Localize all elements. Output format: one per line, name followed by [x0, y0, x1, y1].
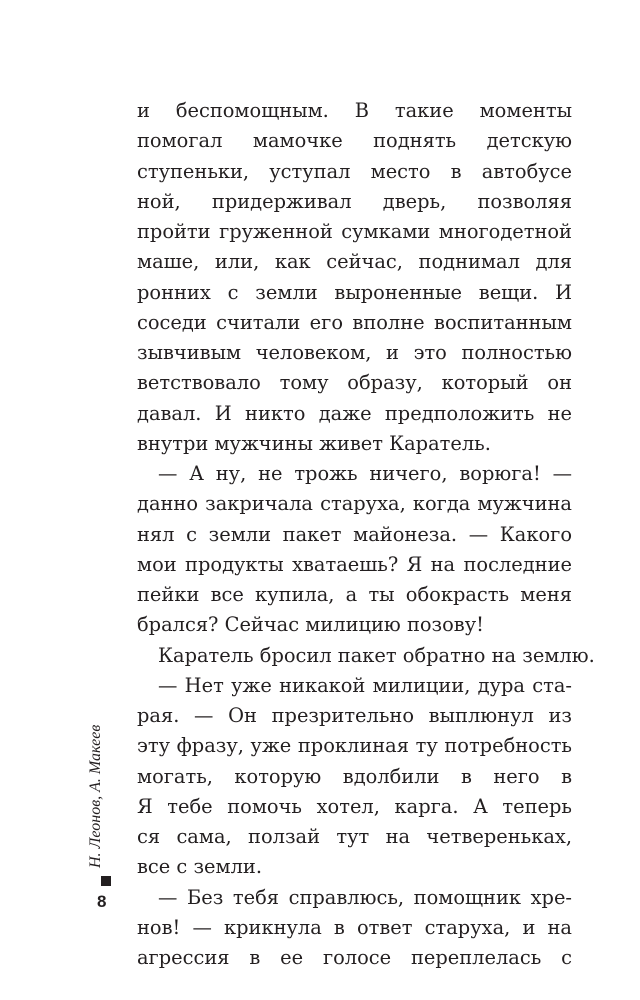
text-line: ной, придерживал дверь, позволяя — [137, 189, 572, 213]
text-line: брался? Сейчас милицию позову! — [137, 613, 484, 637]
text-line: помогал мамочке поднять детскую — [137, 129, 572, 153]
text-line: пейки все купила, а ты обокрасть меня — [137, 583, 572, 606]
text-line: ронних с земли выроненные вещи. И — [137, 280, 572, 304]
text-line: рая. — Он презрительно выплюнул из — [137, 704, 572, 727]
text-line: могать, которую вдолбили в него в — [137, 764, 572, 788]
text-line: ся сама, ползай тут на четвереньках, — [137, 825, 572, 848]
text-line: агрессия в ее голосе переплелась с — [137, 946, 572, 969]
author-running-head: Н. Леонов, А. Макеев — [87, 724, 104, 868]
text-line: внутри мужчины живет Каратель. — [137, 431, 491, 455]
page-number: 8 — [97, 892, 107, 911]
text-line: зывчивым человеком, и это полностью — [137, 341, 572, 364]
text-line: нял с земли пакет майонеза. — Какого — [137, 522, 572, 546]
text-line: все с земли. — [137, 855, 262, 879]
body-text — [137, 96, 595, 973]
text-line: нов! — крикнула в ответ старуха, и на — [137, 915, 572, 939]
text-line: соседи считали его вполне воспитанным — [137, 310, 572, 334]
text-line: мои продукты хватаешь? Я на последние — [137, 552, 572, 576]
text-line: давал. И никто даже предположить не — [137, 401, 572, 425]
text-line: Я тебе помочь хотел, карга. А теперь — [137, 794, 572, 818]
text-line: Каратель бросил пакет обратно на землю. — [158, 643, 595, 667]
text-line: данно закричала старуха, когда мужчина — [137, 492, 572, 516]
text-line: и беспомощным. В такие моменты — [137, 99, 572, 122]
text-line: ступеньки, уступал место в автобусе — [137, 159, 572, 183]
text-line: эту фразу, уже проклиная ту потребность — [137, 734, 572, 758]
text-line: — А ну, не трожь ничего, ворюга! — — [158, 462, 572, 485]
text-line: ветствовало тому образу, который он — [137, 371, 572, 395]
text-line: — Нет уже никакой милиции, дура ста- — [158, 673, 572, 697]
text-line: пройти груженной сумками многодетной — [137, 220, 572, 243]
text-line: — Без тебя справлюсь, помощник хре- — [158, 885, 572, 909]
square-marker-icon — [101, 876, 111, 886]
text-line: маше, или, как сейчас, поднимал для — [137, 250, 572, 274]
